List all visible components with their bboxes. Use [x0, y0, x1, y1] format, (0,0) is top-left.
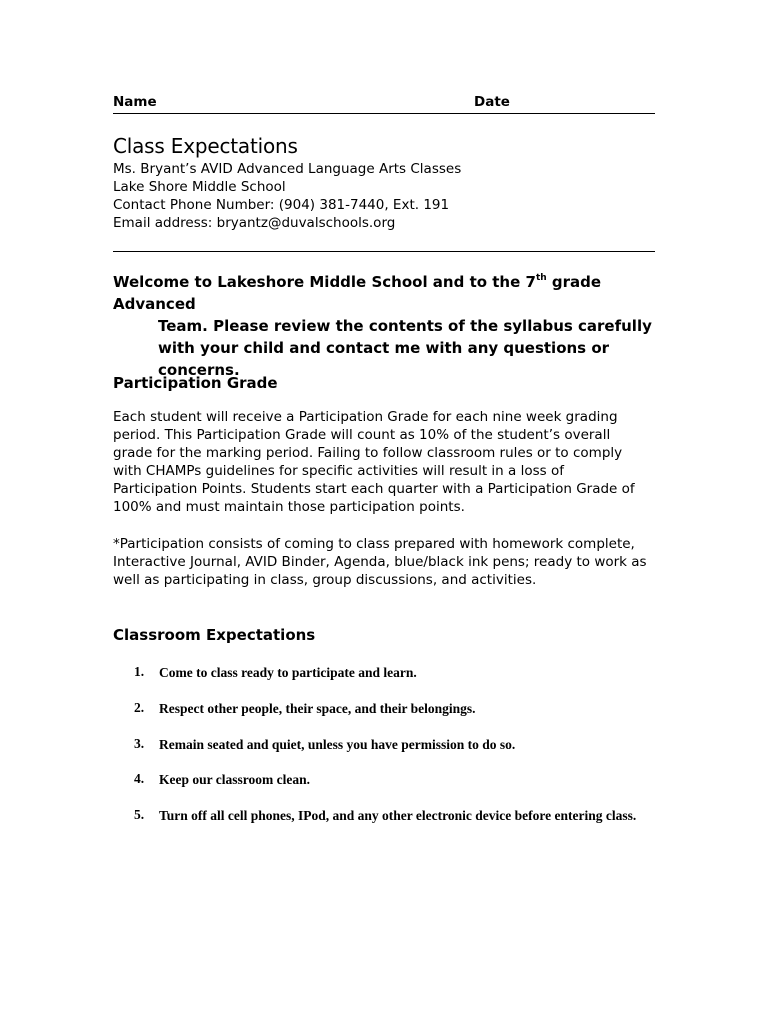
- text-line: Interactive Journal, AVID Binder, Agenda, blue/black ink pens; ready to work as: [113, 554, 647, 570]
- list-item-text: Turn off all cell phones, IPod, and any other electronic device before entering class.: [159, 808, 637, 823]
- text-line: *Participation consists of coming to class prepared with homework complete,: [113, 536, 635, 552]
- list-item-number: 3.: [134, 736, 145, 751]
- text-line: with CHAMPs guidelines for specific activities will result in a loss of: [113, 463, 564, 479]
- list-item-text: Respect other people, their space, and their belongings.: [159, 701, 476, 716]
- welcome-line-2: Team. Please review the contents of the syllabus carefully: [158, 317, 652, 335]
- list-item-number: 2.: [134, 700, 145, 715]
- name-date-row: [113, 94, 655, 114]
- text-line: Participation Points. Students start each quarter with a Participation Grade of: [113, 481, 635, 497]
- list-item-text: Keep our classroom clean.: [159, 772, 310, 787]
- list-item-number: 4.: [134, 771, 145, 786]
- info-line-phone: Contact Phone Number: (904) 381-7440, Ext. 191: [113, 197, 450, 213]
- welcome-line-4: concerns.: [158, 361, 240, 379]
- date-label: Date: [474, 94, 510, 110]
- text-line: Each student will receive a Participation Grade for each nine week grading: [113, 409, 618, 425]
- text-line: period. This Participation Grade will count as 10% of the student’s overall: [113, 427, 611, 443]
- classroom-expectations-heading: Classroom Expectations: [113, 626, 316, 644]
- list-item-text: Come to class ready to participate and learn.: [159, 665, 417, 680]
- text-line: well as participating in class, group discussions, and activities.: [113, 572, 537, 588]
- teacher-info: [113, 160, 461, 232]
- info-divider: [113, 251, 655, 252]
- name-label: Name: [113, 94, 157, 110]
- text-line: grade for the marking period. Failing to follow classroom rules or to comply: [113, 445, 623, 461]
- list-item-number: 5.: [134, 807, 145, 822]
- header-divider: [113, 113, 655, 114]
- participation-note: [113, 535, 658, 589]
- participation-heading: Participation Grade: [113, 374, 278, 392]
- list-item-number: 1.: [134, 664, 145, 679]
- welcome-line-1: Welcome to Lakeshore Middle School and to the 7th grade Advanced: [113, 273, 602, 313]
- info-line-school: Lake Shore Middle School: [113, 179, 286, 195]
- participation-paragraph: [113, 408, 658, 516]
- info-line-email: Email address: bryantz@duvalschools.org: [113, 215, 396, 231]
- welcome-line-3: with your child and contact me with any questions or: [158, 339, 610, 357]
- list-item-text: Remain seated and quiet, unless you have permission to do so.: [159, 737, 516, 752]
- text-line: 100% and must maintain those participation points.: [113, 499, 465, 515]
- page-title: Class Expectations: [113, 134, 298, 158]
- welcome-paragraph: [113, 271, 658, 381]
- info-line-class: Ms. Bryant’s AVID Advanced Language Arts Classes: [113, 161, 462, 177]
